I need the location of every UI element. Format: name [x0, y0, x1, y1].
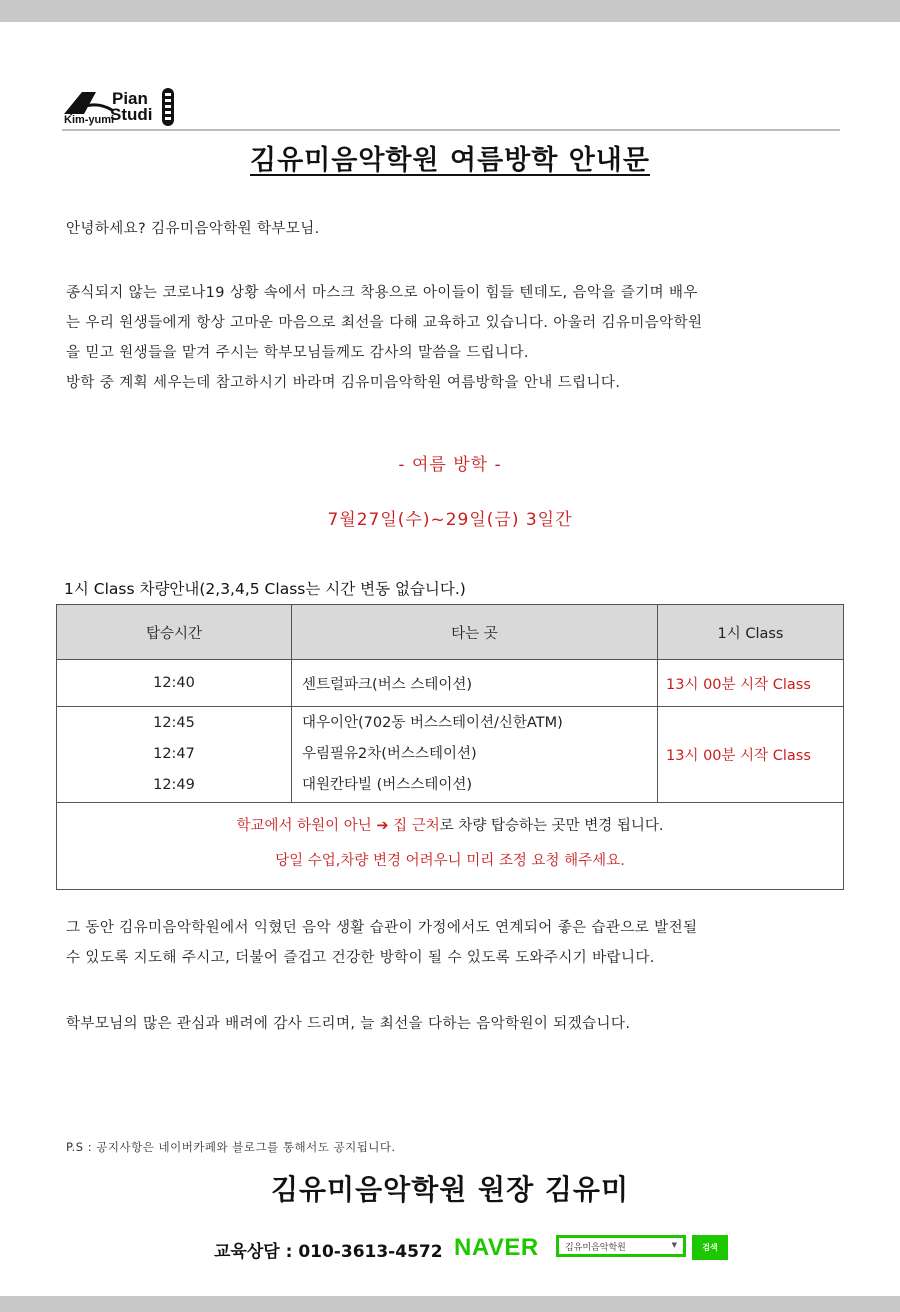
- naver-logo: NAVER: [454, 1234, 539, 1261]
- table-row: [57, 660, 844, 707]
- vacation-dates: 7월27일(수)~29일(금) 3일간: [327, 510, 573, 530]
- logo-word-piano: Pian: [112, 89, 148, 108]
- intro-line: 을 믿고 원생들을 맡겨 주시는 학부모님들께도 감사의 말씀을 드립니다.: [66, 345, 529, 361]
- dropdown-arrow-icon: ▼: [671, 1241, 677, 1249]
- intro-line: 방학 중 계획 세우는데 참고하시기 바라며 김유미음악학원 여름방학을 안내 드립니다.: [66, 375, 621, 391]
- boarding-time: 12:49: [153, 777, 195, 793]
- logo-name: Kim-yumi: [64, 114, 115, 126]
- signature: 김유미음악학원 원장 김유미: [270, 1173, 630, 1206]
- intro-line: 는 우리 원생들에게 항상 고마운 마음으로 최선을 다해 교육하고 있습니다. 아울러 김유미음악학원: [66, 315, 703, 331]
- intro-line: 종식되지 않는 코로나19 상황 속에서 마스크 착용으로 아이들이 힘들 텐데도, 음악을 즐기며 배우: [66, 285, 698, 301]
- closing-line: 그 동안 김유미음악학원에서 익혔던 음악 생활 습관이 가정에서도 연계되어 좋은 습관으로 발전될: [66, 920, 698, 936]
- bus-schedule-table: [56, 604, 844, 890]
- top-border-bar: [0, 0, 900, 22]
- boarding-place: 우림필유2차(버스스테이션): [302, 746, 477, 762]
- thanks-paragraph: 학부모님의 많은 관심과 배려에 감사 드리며, 늘 최선을 다하는 음악학원이 되겠습니다.: [66, 1016, 631, 1032]
- boarding-time: 12:45: [153, 715, 195, 731]
- bottom-border-bar: [0, 1296, 900, 1312]
- boarding-place: 센트럴파크(버스 스테이션): [292, 660, 658, 707]
- footer-emphasis: 학교에서 하원이 아닌 ➔ 집 근처: [236, 818, 440, 834]
- table-header-row: [57, 605, 844, 660]
- class-start: 13시 00분 시작 Class: [658, 707, 844, 803]
- header-divider: [62, 129, 840, 131]
- greeting: 안녕하세요? 김유미음악학원 학부모님.: [66, 221, 320, 237]
- naver-search-input[interactable]: [556, 1235, 686, 1257]
- footer-text: 로 차량 탑승하는 곳만 변경 됩니다.: [439, 818, 664, 834]
- intro-paragraph: [66, 278, 838, 398]
- header-boarding-time: 탑승시간: [57, 605, 292, 660]
- closing-line: 수 있도록 지도해 주시고, 더불어 즐겁고 건강한 방학이 될 수 있도록 도와주시기 바랍니다.: [66, 950, 655, 966]
- table-footer-note: [57, 803, 844, 890]
- postscript: P.S : 공지사항은 네이버카페와 블로그를 통해서도 공지됩니다.: [66, 1140, 396, 1154]
- contact-phone: 교육상담 : 010-3613-4572: [214, 1242, 443, 1262]
- boarding-places: [292, 707, 658, 803]
- header-class: 1시 Class: [658, 605, 844, 660]
- class-start: 13시 00분 시작 Class: [658, 660, 844, 707]
- boarding-place: 대원칸타빌 (버스스테이션): [302, 777, 472, 793]
- table-footer-row: [57, 803, 844, 890]
- vacation-heading: - 여름 방학 -: [398, 455, 502, 475]
- footer-line-1: [58, 811, 842, 841]
- page-title: 김유미음악학원 여름방학 안내문: [250, 145, 650, 176]
- boarding-time: 12:47: [153, 746, 195, 762]
- naver-search-button[interactable]: 검색: [692, 1235, 728, 1260]
- boarding-times: [57, 707, 292, 803]
- table-row: [57, 707, 844, 803]
- footer-line-2: 당일 수업,차량 변경 어려우니 미리 조정 요청 해주세요.: [275, 853, 625, 869]
- closing-paragraph: [66, 913, 838, 973]
- boarding-time: 12:40: [57, 660, 292, 707]
- bus-notice-heading: 1시 Class 차량안내(2,3,4,5 Class는 시간 변동 없습니다.): [64, 580, 466, 598]
- boarding-place: 대우이안(702동 버스스테이션/신한ATM): [302, 715, 563, 731]
- naver-search-query: 김유미음악학원: [565, 1243, 626, 1253]
- header-boarding-place: 타는 곳: [292, 605, 658, 660]
- logo-word-studio: Studi: [110, 105, 153, 124]
